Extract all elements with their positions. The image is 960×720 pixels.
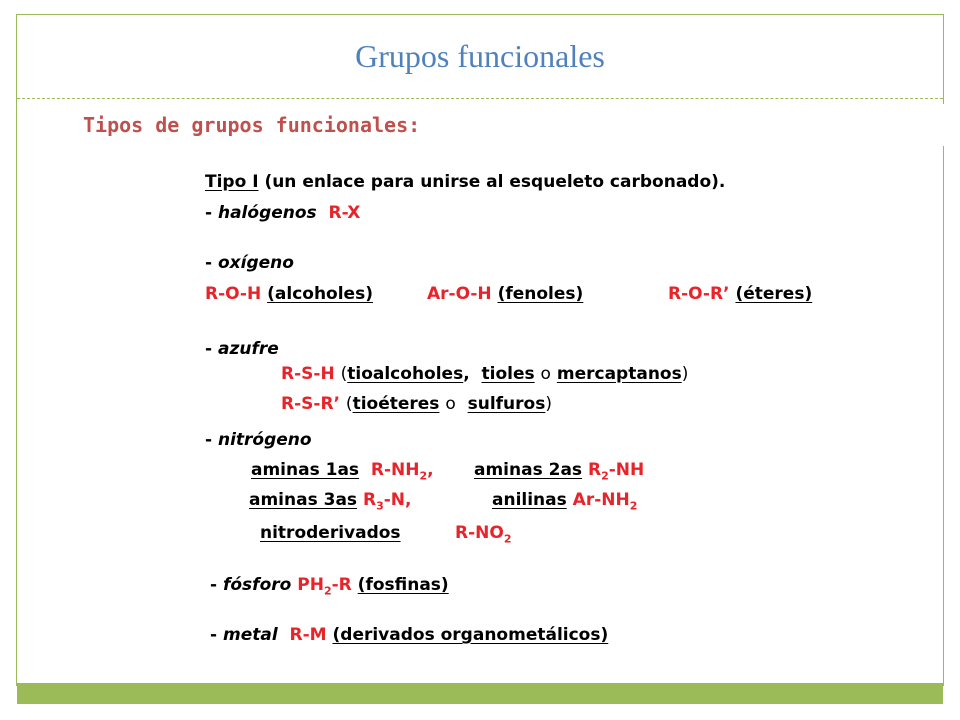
nitrogeno-label: nitrógeno	[217, 430, 312, 450]
aminas-secundarias	[474, 460, 644, 482]
conjunction-o: o	[540, 364, 551, 384]
nitroderivados	[260, 523, 401, 543]
paren-open: (	[345, 394, 353, 414]
fosforo-label: fósforo	[222, 575, 292, 595]
formula-part: R-NO	[455, 523, 504, 543]
name-aminas-2as: aminas 2as	[474, 460, 583, 480]
halogenos-line	[205, 203, 360, 223]
name-fosfinas: (fosfinas)	[357, 575, 449, 595]
nitrogeno-heading	[205, 430, 312, 450]
formula-amina-3	[362, 490, 412, 513]
oxigeno-formulas	[205, 284, 373, 304]
formula-part: -R	[331, 575, 352, 595]
subscript: 2	[629, 499, 638, 513]
halogenos-label: halógenos	[217, 203, 317, 223]
formula-part: R	[587, 460, 602, 480]
title-divider	[17, 98, 943, 99]
formula-part: -N,	[383, 490, 412, 510]
formula-part: R	[362, 490, 377, 510]
formula-part: PH	[297, 575, 324, 595]
formula-alcohol: R-O-H	[205, 284, 262, 304]
formula-nitro	[455, 523, 512, 546]
formula-tioeter: R-S-R’	[281, 394, 340, 414]
formula-part: ,	[427, 460, 434, 480]
aminas-primarias	[251, 460, 434, 482]
name-alcoholes: (alcoholes)	[267, 284, 373, 304]
formula-amina-1	[370, 460, 434, 483]
formula-anilina	[572, 490, 638, 513]
comma: ,	[463, 364, 470, 384]
oxigeno-eter	[668, 284, 812, 304]
name-mercaptanos: mercaptanos	[556, 364, 682, 384]
name-anilinas: anilinas	[492, 490, 567, 510]
name-tioeteres: tioéteres	[352, 394, 440, 414]
oxigeno-heading	[205, 253, 294, 273]
anilinas	[492, 490, 637, 512]
subscript: 2	[503, 532, 512, 546]
formula-eter: R-O-R’	[668, 284, 730, 304]
formula-part: -NH	[608, 460, 645, 480]
oxigeno-label: oxígeno	[217, 253, 294, 273]
name-organometalicos: (derivados organometálicos)	[332, 625, 609, 645]
subscript: 2	[601, 469, 609, 483]
name-aminas-3as: aminas 3as	[249, 490, 358, 510]
dash: -	[205, 430, 213, 450]
subscript: 3	[376, 499, 384, 513]
dash: -	[210, 575, 218, 595]
name-fenoles: (fenoles)	[497, 284, 584, 304]
name-aminas-1as: aminas 1as	[251, 460, 360, 480]
fosforo-line	[210, 575, 449, 597]
formula-fosfina	[297, 575, 352, 598]
metal-label: metal	[222, 625, 278, 645]
footer-bar	[17, 683, 943, 704]
name-tioalcoholes: tioalcoholes	[347, 364, 464, 384]
azufre-heading	[205, 339, 279, 359]
halogenos-formula: R-X	[328, 203, 361, 223]
dash: -	[205, 339, 213, 359]
azufre-label: azufre	[217, 339, 279, 359]
dash: -	[205, 253, 213, 273]
name-nitroderivados: nitroderivados	[260, 523, 401, 543]
name-sulfuros: sulfuros	[467, 394, 546, 414]
azufre-tioles	[281, 364, 688, 384]
nitro-formula-line	[455, 523, 511, 545]
formula-organometalico: R-M	[289, 625, 327, 645]
paren-open: (	[340, 364, 348, 384]
paren-close: )	[681, 364, 689, 384]
dash: -	[205, 203, 213, 223]
subscript: 2	[323, 584, 332, 598]
formula-fenol: Ar-O-H	[427, 284, 492, 304]
formula-part: R-NH	[370, 460, 420, 480]
formula-amina-2	[587, 460, 645, 483]
aminas-terciarias	[249, 490, 411, 512]
conjunction-o: o	[445, 394, 456, 414]
subscript: 2	[419, 469, 428, 483]
formula-tiol: R-S-H	[281, 364, 335, 384]
slide-subtitle: Tipos de grupos funcionales:	[83, 113, 421, 137]
dash: -	[210, 625, 218, 645]
tipo-1-label: Tipo I	[205, 172, 259, 192]
name-tioles: tioles	[481, 364, 535, 384]
metal-line	[210, 625, 608, 645]
oxigeno-fenol	[427, 284, 583, 304]
name-eteres: (éteres)	[735, 284, 813, 304]
tipo-1-description: (un enlace para unirse al esqueleto carbonado).	[264, 172, 726, 192]
tipo-1-line	[205, 172, 725, 192]
azufre-tioeteres	[281, 394, 552, 414]
formula-part: Ar-NH	[572, 490, 630, 510]
slide-title: Grupos funcionales	[355, 38, 605, 74]
paren-close: )	[545, 394, 552, 414]
